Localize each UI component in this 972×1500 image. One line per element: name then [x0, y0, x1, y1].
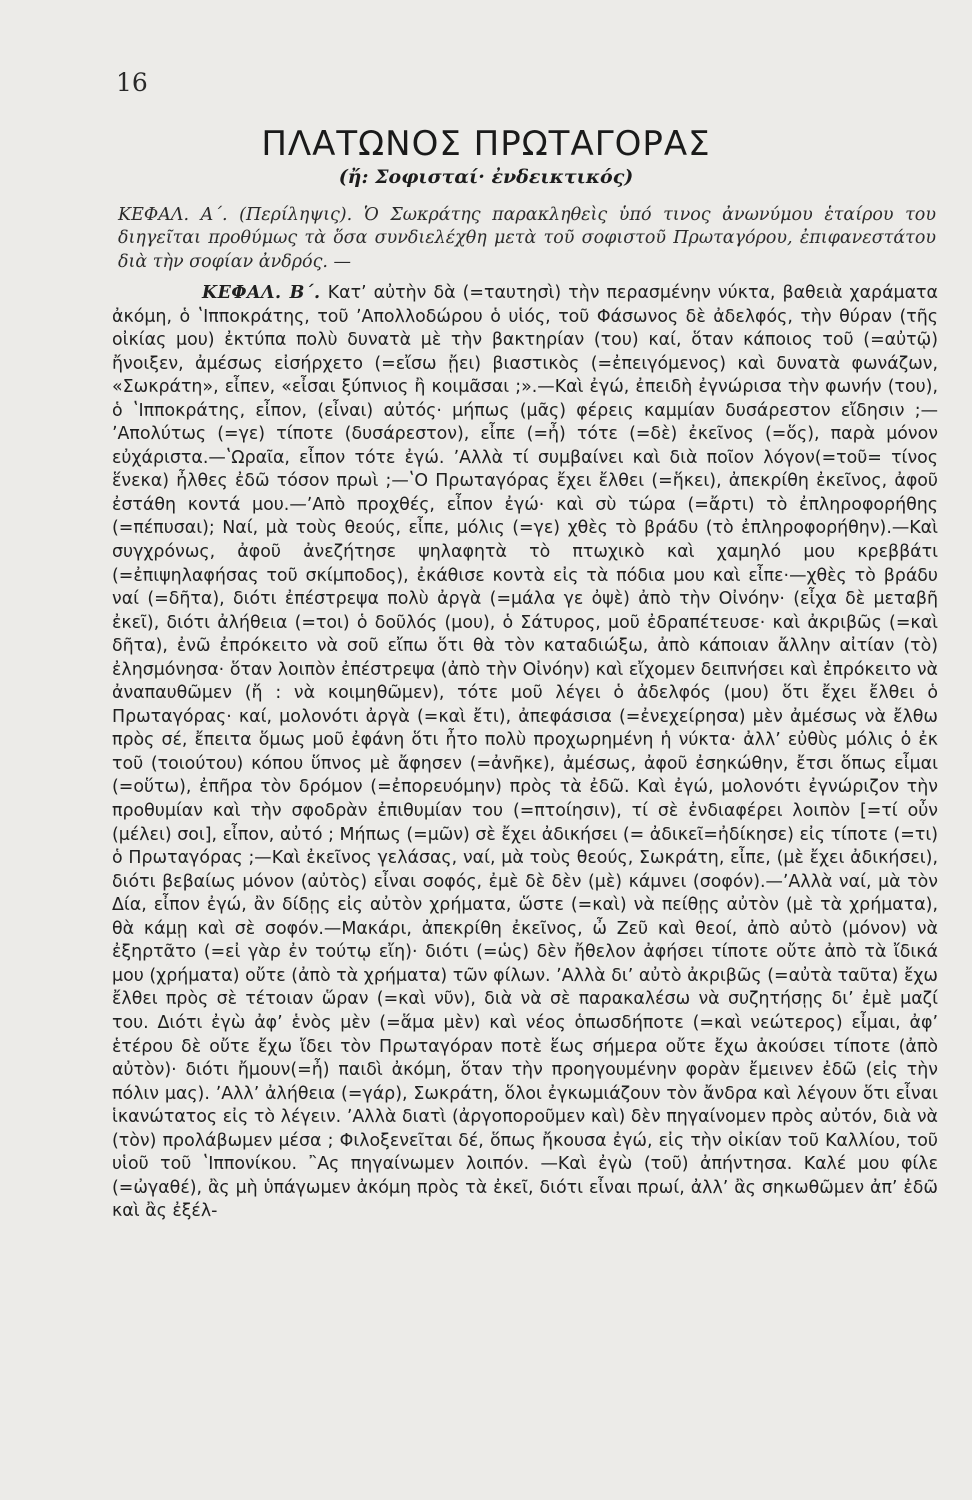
- chapter-b-body: [112, 282, 938, 1224]
- chapter-a-text: (Περίληψις). Ὁ Σωκράτης παρακληθεὶς ὑπό τινος ἀνωνύμου ἑταίρου του διηγεῖται προθύμως τὰ ὅσα συνδιελέχθη μετὰ τοῦ σοφιστοῦ Πρωταγόρου, ἐπιφανεστάτου διὰ τὴν σοφίαν ἀνδρός. —: [118, 205, 936, 272]
- chapter-b-text: Κατ’ αὐτὴν δὰ (=ταυτησὶ) τὴν περασμένην νύκτα, βαθειὰ χαράματα ἀκόμη, ὁ ʽΙπποκράτης, τοῦ ʼΑπολλοδώρου ὁ υἱός, τοῦ Φάσωνος δὲ ἀδελφός, τὴν θύραν (τῆς οἰκίας μου) ἐκτύπα πολὺ δυνατὰ μὲ τὴν βακτηρίαν (του) καί, ὅταν κάποιος τοῦ (=αὐτῷ) ἤνοιξεν, ἀμέσως εἰσήρχετο (=εἴσω ᾔει) βιαστικὸς (=ἐπειγόμενος) καὶ δυνατὰ φωνάζων, «Σωκράτη», εἶπεν, «εἶσαι ξύπνιος ἢ κοιμᾶσαι ;».—Καὶ ἐγώ, ἐπειδὴ ἐγνώρισα τὴν φωνήν (του), ὁ ʽΙπποκράτης, εἶπον, (εἶναι) αὐτός· μήπως (μᾶς) φέρεις καμμίαν δυσάρεστον εἴδησιν ;—ʼΑπολύτως (=γε) τίποτε (δυσάρεστον), εἶπε (=ἦ) τότε (=δὲ) ἐκεῖνος (=ὅς), παρὰ μόνον εὐχάριστα.—ʽΩραῖα, εἶπον τότε ἐγώ. ʼΑλλὰ τί συμβαίνει καὶ διὰ ποῖον λόγον(=τοῦ= τίνος ἕνεκα) ἦλθες ἐδῶ τόσον πρωὶ ;—ʽΟ Πρωταγόρας ἔχει ἔλθει (=ἥκει), ἀπεκρίθη ἐκεῖνος, ἀφοῦ ἐστάθη κοντά μου.—ʼΑπὸ προχθές, εἶπον ἐγώ· καὶ σὺ τώρα (=ἄρτι) τὸ ἐπληροφορήθης (=πέπυσαι); Ναί, μὰ τοὺς θεούς, εἶπε, μόλις (=γε) χθὲς τὸ βράδυ (τὸ ἐπληροφορήθην).—Καὶ συγχρόνως, ἀφοῦ ἀνεζήτησε ψηλαφητὰ τὸ πτωχικὸ καὶ χαμηλό μου κρεββάτι (=ἐπιψηλαφήσας τοῦ σκίμποδος), ἐκάθισε κοντὰ εἰς τὰ πόδια μου καὶ εἶπε·—χθὲς τὸ βράδυ ναί (=δῆτα), διότι ἐπέστρεψα πολὺ ἀργὰ (=μάλα γε ὀψὲ) ἀπὸ τὴν Οἰνόην· (εἶχα δὲ μεταβῆ ἐκεῖ), διότι ἀλήθεια (=τοι) ὁ δοῦλός (μου), ὁ Σάτυρος, μοῦ ἐδραπέτευσε· καὶ ἀκριβῶς (=καὶ δῆτα), ἐνῶ ἐπρόκειτο νὰ σοῦ εἴπω ὅτι θὰ τὸν καταδιώξω, ἀπὸ κάποιαν ἄλλην αἰτίαν (τὸ) ἐλησμόνησα· ὅταν λοιπὸν ἐπέστρεψα (ἀπὸ τὴν Οἰνόην) καὶ εἴχομεν δειπνήσει καὶ ἐπρόκειτο νὰ ἀναπαυθῶμεν (ἤ : νὰ κοιμηθῶμεν), τότε μοῦ λέγει ὁ ἀδελφός (μου) ὅτι ἔχει ἔλθει ὁ Πρωταγόρας· καί, μολονότι ἀργὰ (=καὶ ἔτι), ἀπεφάσισα (=ἐνεχείρησα) μὲν ἀμέσως νὰ ἔλθω πρὸς σέ, ἔπειτα ὅμως μοῦ ἐφάνη ὅτι ἦτο πολὺ προχωρημένη ἡ νύκτα· ἀλλ’ εὐθὺς μόλις ὁ ἐκ τοῦ (τοιούτου) κόπου ὕπνος μὲ ἄφησεν (=ἀνῆκε), ἀμέσως, ἀφοῦ ἐσηκώθην, ἔτσι ὅπως εἶμαι (=οὕτω), ἐπῆρα τὸν δρόμον (=ἐπορευόμην) πρὸς τὰ ἐδῶ. Καὶ ἐγώ, μολονότι ἐγνώριζον τὴν προθυμίαν καὶ τὴν σφοδρὰν ἐπιθυμίαν του (=πτοίησιν), τί σὲ ἐνδιαφέρει λοιπὸν [=τί οὖν (μέλει) σοι], εἶπον, αὐτό ; Μήπως (=μῶν) σὲ ἔχει ἀδικήσει (= ἀδικεῖ=ἠδίκησε) εἰς τίποτε (=τι) ὁ Πρωταγόρας ;—Καὶ ἐκεῖνος γελάσας, ναί, μὰ τοὺς θεούς, Σωκράτη, εἶπε, (μὲ ἔχει ἀδικήσει), διότι βεβαίως μόνον (αὐτὸς) εἶναι σοφός, ἐμὲ δὲ δὲν (μὲ) κάμνει (σοφόν).—ʼΑλλὰ ναί, μὰ τὸν Δία, εἶπον ἐγώ, ἂν δίδῃς εἰς αὐτὸν χρήματα, ὥστε (=καὶ) νὰ πείθῃς αὐτὸν (μὲ τὰ χρήματα), θὰ κάμῃ καὶ σὲ σοφόν.—Μακάρι, ἀπεκρίθη ἐκεῖνος, ὦ Ζεῦ καὶ θεοί, ἀπὸ αὐτὸ (μόνον) νὰ ἐξηρτᾶτο (=εἰ γὰρ ἐν τούτῳ εἴη)· διότι (=ὡς) δὲν ἤθελον ἀφήσει τίποτε οὔτε ἀπὸ τὰ ἴδικά μου (χρήματα) οὔτε (ἀπὸ τὰ χρήματα) τῶν φίλων. ʼΑλλὰ δι’ αὐτὸ ἀκριβῶς (=αὐτὰ ταῦτα) ἔχω ἔλθει πρὸς σὲ τέτοιαν ὥραν (=καὶ νῦν), διὰ νὰ σὲ παρακαλέσω νὰ συζητήσῃς δι’ ἐμὲ μαζί του. Διότι ἐγὼ ἀφ’ ἑνὸς μὲν (=ἅμα μὲν) καὶ νέος ὁπωσδήποτε (=καὶ νεώτερος) εἶμαι, ἀφ’ ἑτέρου δὲ οὔτε ἔχω ἴδει τὸν Πρωταγόραν ποτὲ ἕως σήμερα οὔτε ἔχω ἀκούσει τίποτε (ἀπὸ αὐτὸν)· διότι ἤμουν(=ἦ) παιδὶ ἀκόμη, ὅταν τὴν προηγουμένην φορὰν ἔμεινεν ἐδῶ (εἰς τὴν πόλιν μας). ʼΑλλ’ ἀλήθεια (=γάρ), Σωκράτη, ὅλοι ἐγκωμιάζουν τὸν ἄνδρα καὶ λέγουν ὅτι εἶναι ἱκανώτατος εἰς τὸ λέγειν. ʼΑλλὰ διατὶ (ἀργοποροῦμεν καὶ) δὲν πηγαίνομεν πρὸς αὐτόν, διὰ νὰ (τὸν) προλάβωμεν μέσα ; Φιλοξενεῖται δέ, ὅπως ἤκουσα ἐγώ, εἰς τὴν οἰκίαν τοῦ Καλλίου, τοῦ υἱοῦ τοῦ ʽΙππονίκου. ῍Ας πηγαίνωμεν λοιπόν. —Καὶ ἐγὼ (τοῦ) ἀπήντησα. Καλέ μου φίλε (=ὠγαθέ), ἂς μὴ ὑπάγωμεν ἀκόμη πρὸς τὰ ἐκεῖ, διότι εἶναι πρωί, ἀλλ’ ἂς σηκωθῶμεν ἀπ’ ἐδῶ καὶ ἂς ἐξέλ-: [112, 283, 938, 1222]
- page-number: 16: [116, 68, 148, 97]
- chapter-b-label: ΚΕΦΑΛ. Β΄.: [202, 283, 321, 303]
- page-title: ΠΛΑΤΩΝΟΣ ΠΡΩΤΑΓΟΡΑΣ: [261, 124, 711, 164]
- page-subtitle: (ἤ: Σοφισταί· ἐνδεικτικός): [338, 166, 634, 188]
- chapter-a-summary: [118, 204, 936, 274]
- chapter-a-label: ΚΕΦΑΛ. Α΄.: [118, 205, 228, 225]
